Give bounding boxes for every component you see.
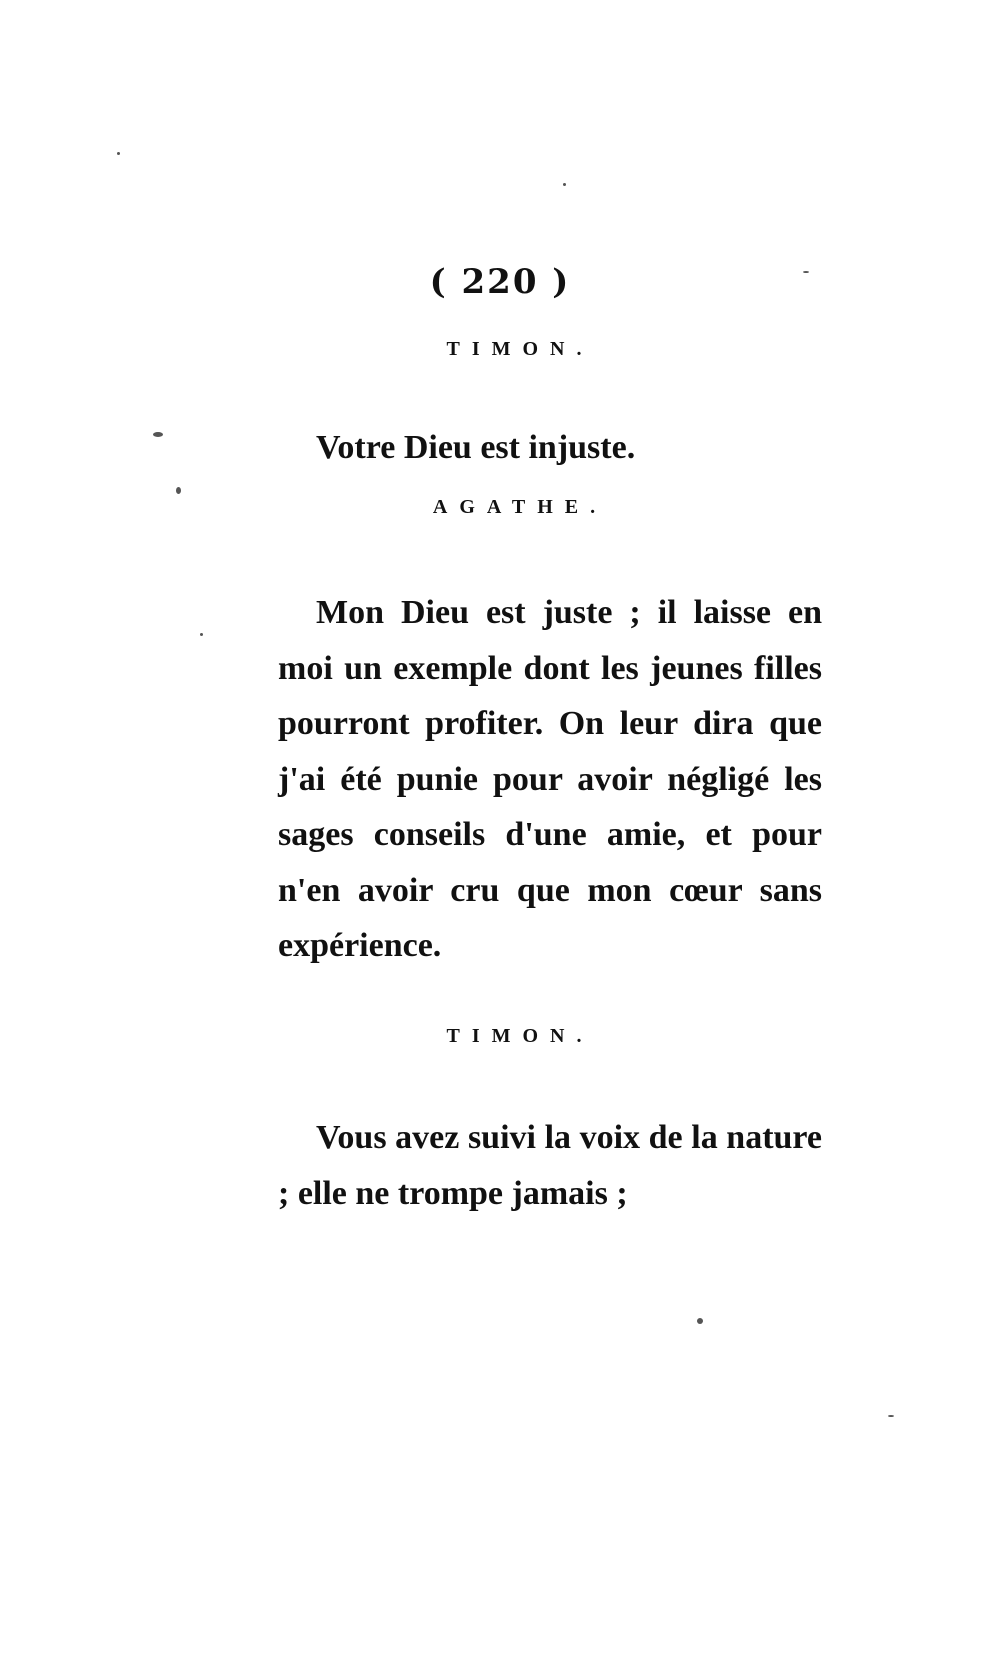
speaker-name: AGATHE. (432, 496, 608, 518)
paper-speck (803, 271, 809, 273)
dialogue-text: Votre Dieu est injuste. (316, 429, 636, 466)
paper-speck (888, 1415, 894, 1417)
paper-speck (117, 152, 120, 155)
paper-speck (176, 487, 181, 494)
paper-speck (563, 183, 566, 186)
dialogue-text: Vous avez suivi la voix de la nature ; elle ne trompe jamais ; (278, 1119, 822, 1212)
dialogue-text: Mon Dieu est juste ; il laisse en moi un exemple dont les jeunes filles pourront profiter. On leur dira que j'ai été punie pour avoir négligé les sages conseils d'une amie, et pour n'en avoir cru que mon cœur sans expérience. (278, 594, 822, 964)
speaker-name: TIMON. (446, 1025, 594, 1047)
speaker-name: TIMON. (446, 338, 594, 360)
page-number: ( 220 ) (429, 262, 571, 302)
paper-speck (200, 633, 203, 636)
paper-speck (697, 1318, 703, 1324)
paper-speck (153, 432, 163, 437)
